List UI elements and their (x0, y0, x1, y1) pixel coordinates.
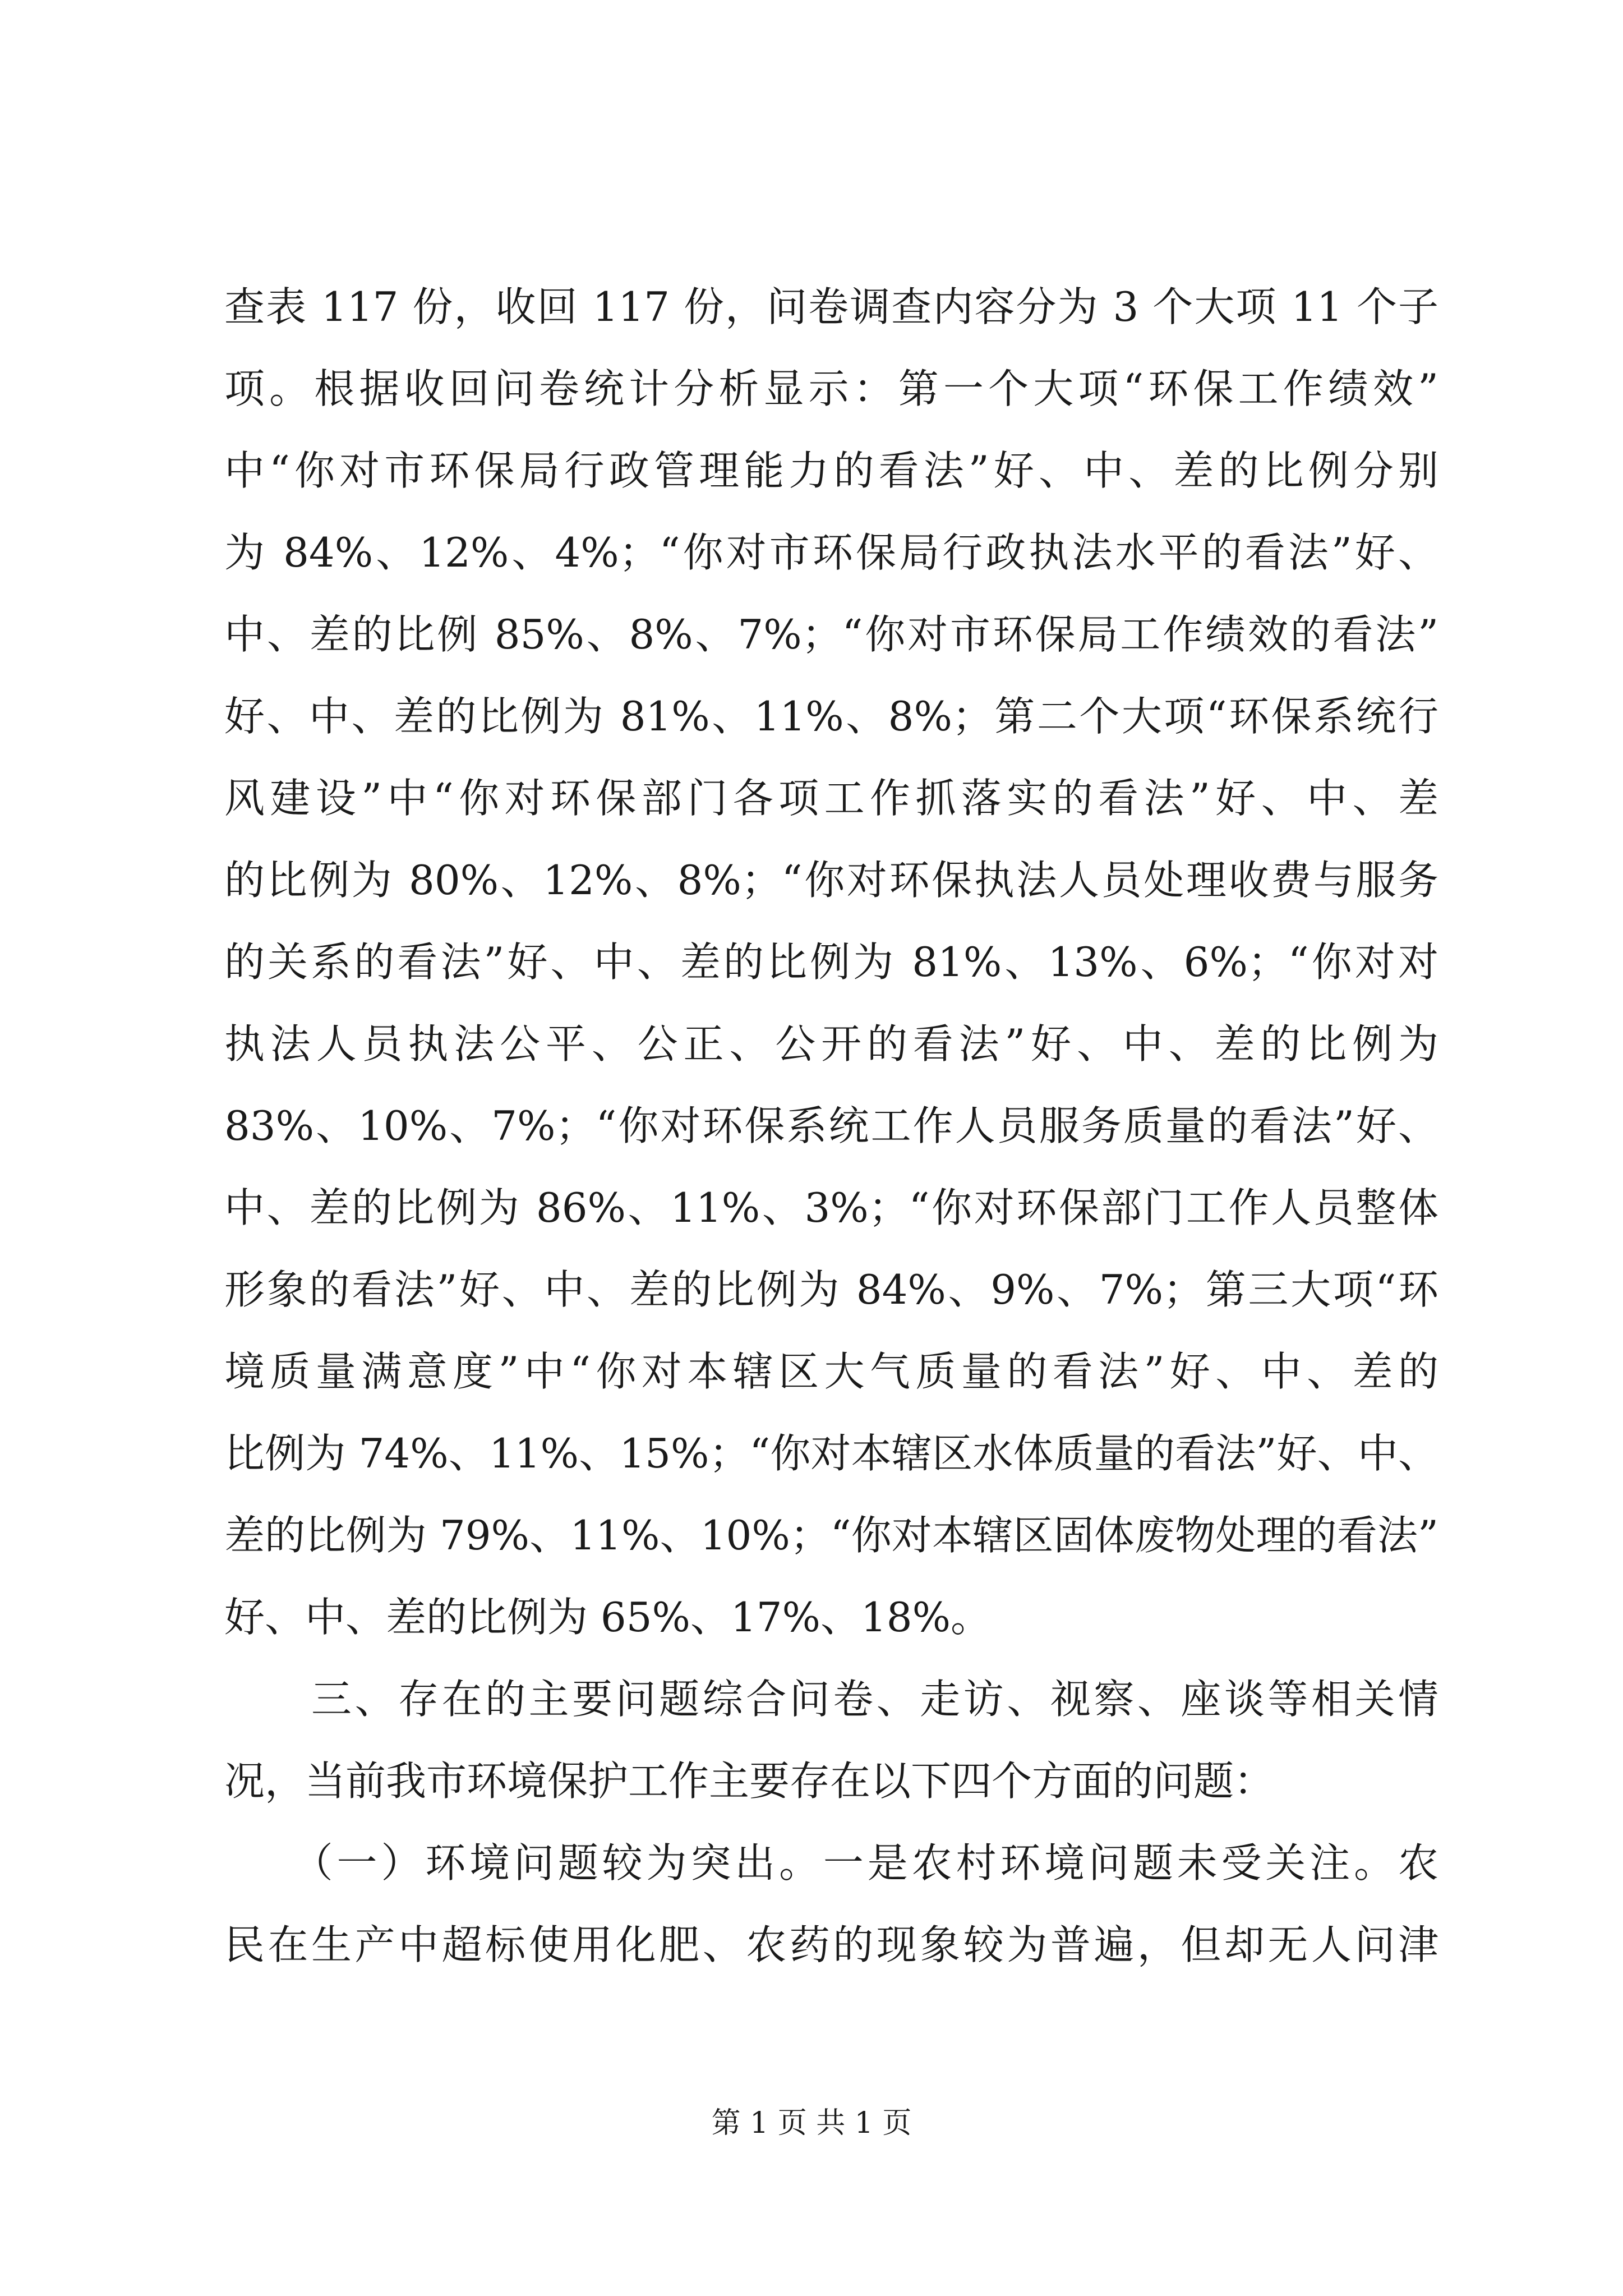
text-line: 中“你对市环保局行政管理能力的看法”好、中、差的比例分别 (224, 447, 1438, 494)
text-line: 的比例为 80%、12%、8%；“你对环保执法人员处理收费与服务 (224, 857, 1438, 904)
text-line: （一）环境问题较为突出。一是农村环境问题未受关注。农 (224, 1839, 1438, 1887)
text-line: 为 84%、12%、4%；“你对市环保局行政执法水平的看法”好、 (224, 529, 1438, 576)
text-line: 中、差的比例为 86%、11%、3%；“你对环保部门工作人员整体 (224, 1184, 1438, 1231)
text-line: 三、存在的主要问题综合问卷、走访、视察、座谈等相关情 (224, 1676, 1438, 1723)
document-body (224, 266, 1438, 1986)
text-line: 执法人员执法公平、公正、公开的看法”好、中、差的比例为 (224, 1020, 1438, 1068)
text-line: 83%、10%、7%；“你对环保系统工作人员服务质量的看法”好、 (224, 1102, 1438, 1149)
text-line: 项。根据收回问卷统计分析显示：第一个大项“环保工作绩效” (224, 365, 1438, 412)
text-line: 况，当前我市环境保护工作主要存在以下四个方面的问题： (224, 1757, 1275, 1805)
text-line: 形象的看法”好、中、差的比例为 84%、9%、7%；第三大项“环 (224, 1266, 1438, 1313)
text-line: 差的比例为 79%、11%、10%；“你对本辖区固体废物处理的看法” (224, 1512, 1438, 1559)
text-line: 查表 117 份，收回 117 份，问卷调查内容分为 3 个大项 11 个子 (224, 283, 1438, 330)
text-line: 境质量满意度”中“你对本辖区大气质量的看法”好、中、差的 (224, 1348, 1438, 1395)
text-line: 比例为 74%、11%、15%；“你对本辖区水体质量的看法”好、中、 (224, 1430, 1438, 1477)
text-line: 好、中、差的比例为 65%、17%、18%。 (224, 1594, 991, 1641)
text-line: 民在生产中超标使用化肥、农药的现象较为普遍，但却无人问津 (224, 1921, 1438, 1968)
text-line: 风建设”中“你对环保部门各项工作抓落实的看法”好、中、差 (224, 775, 1438, 822)
page-footer (0, 2104, 1623, 2143)
text-line: 的关系的看法”好、中、差的比例为 81%、13%、6%；“你对对 (224, 938, 1438, 986)
text-line: 好、中、差的比例为 81%、11%、8%；第二个大项“环保系统行 (224, 693, 1438, 740)
text-line: 中、差的比例 85%、8%、7%；“你对市环保局工作绩效的看法” (224, 611, 1438, 658)
page-number-label: 第 1 页 共 1 页 (711, 2106, 912, 2140)
